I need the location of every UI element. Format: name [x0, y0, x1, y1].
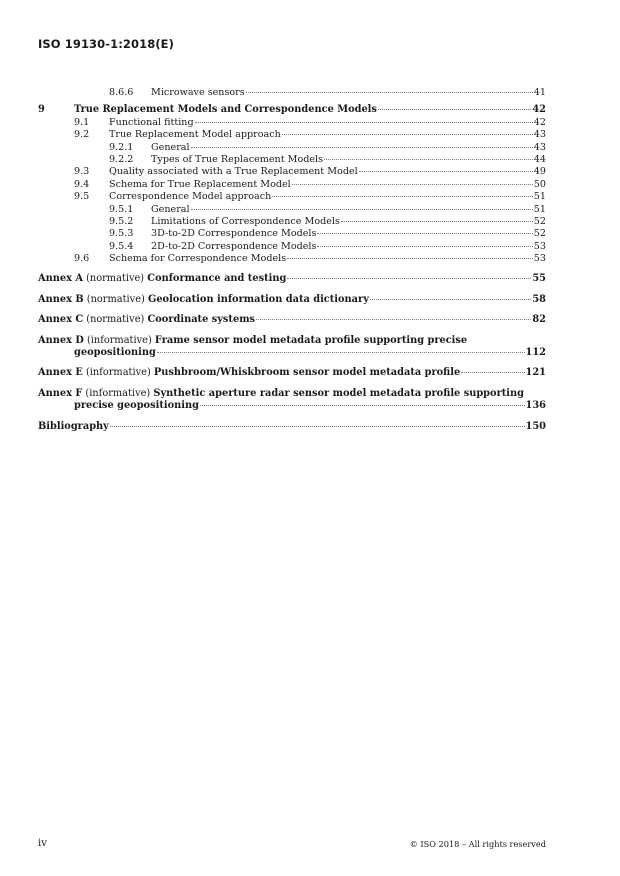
toc-entry-title: True Replacement Model approach	[109, 129, 281, 141]
toc-annex-a[interactable]	[38, 273, 546, 285]
toc-annex-f[interactable]	[38, 388, 546, 413]
toc-entry-page: 42	[533, 116, 546, 128]
toc-entry[interactable]	[38, 117, 546, 129]
dot-leader	[461, 372, 524, 373]
toc-entry-page: 41	[533, 87, 546, 98]
toc-entry-page: 51	[533, 203, 546, 215]
toc-entry-title: Correspondence Model approach	[109, 191, 272, 203]
annex-title: Pushbroom/Whiskbroom sensor model metadata profile	[153, 367, 461, 379]
toc-entry-page: 43	[533, 141, 546, 153]
toc-entry-page: 42	[532, 104, 546, 116]
toc-entry-title: Quality associated with a True Replacement Model	[109, 166, 358, 178]
toc-entry-title: Functional fitting	[109, 116, 194, 128]
dot-leader	[256, 319, 531, 320]
toc-entry[interactable]	[38, 154, 546, 166]
toc-entry-page: 53	[533, 240, 546, 252]
annex-title-line1: Synthetic aperture radar sensor model metadata profile supporting	[153, 387, 524, 399]
annex-kind: (normative)	[86, 273, 145, 285]
annex-label: Annex B	[38, 293, 84, 305]
toc-entry[interactable]	[38, 241, 546, 253]
toc-entry-title: True Replacement Models and Correspondence Models	[74, 104, 377, 116]
dot-leader	[317, 233, 532, 234]
toc-entry-number: 9.2.1	[109, 141, 134, 153]
dot-leader	[191, 147, 533, 148]
toc-entry[interactable]	[38, 104, 546, 116]
annex-title: Coordinate systems	[147, 314, 256, 326]
dot-leader	[157, 352, 525, 353]
dot-leader	[359, 171, 533, 172]
toc-entry[interactable]	[38, 142, 546, 154]
toc-entry-number: 9.3	[74, 166, 90, 178]
toc-entry-title: Limitations of Correspondence Models	[151, 215, 340, 227]
toc-entry-title: 2D-to-2D Correspondence Models	[151, 240, 317, 252]
annex-kind: (normative)	[86, 293, 145, 305]
annex-kind: (informative)	[85, 387, 151, 399]
dot-leader	[200, 405, 525, 406]
annex-page: 55	[532, 273, 546, 285]
dot-leader	[370, 299, 531, 300]
toc-entry-page: 53	[533, 253, 546, 265]
annex-kind: (normative)	[86, 314, 145, 326]
table-of-contents	[38, 87, 546, 433]
annex-kind: (informative)	[85, 367, 151, 379]
toc-entry-title: Types of True Replacement Models	[151, 153, 324, 165]
toc-entry-number: 9.5.2	[109, 215, 134, 227]
dot-leader	[292, 184, 533, 185]
toc-annex-c[interactable]	[38, 314, 546, 326]
document-id-header: ISO 19130-1:2018(E)	[38, 37, 174, 51]
toc-entry[interactable]	[38, 129, 546, 141]
toc-entry-number: 9.4	[74, 178, 90, 190]
toc-entry-title: General	[151, 203, 190, 215]
toc-entry-page: 44	[533, 153, 546, 165]
toc-entry-page: 52	[533, 228, 546, 240]
annex-page: 112	[525, 347, 546, 359]
toc-entry-number: 9.1	[74, 116, 90, 128]
dot-leader	[110, 426, 525, 427]
annex-title: Conformance and testing	[147, 273, 287, 285]
annex-page: 136	[525, 400, 546, 412]
toc-entry-title: Schema for True Replacement Model	[109, 178, 291, 190]
annex-title-line1: Frame sensor model metadata profile supporting precise	[154, 334, 468, 346]
dot-leader	[324, 159, 533, 160]
dot-leader	[246, 92, 533, 93]
toc-entry-page: 51	[533, 191, 546, 203]
copyright-notice: © ISO 2018 – All rights reserved	[409, 839, 546, 849]
toc-entry-number: 9.5.4	[109, 240, 134, 252]
dot-leader	[287, 258, 533, 259]
toc-entry-number: 8.6.6	[109, 87, 134, 98]
toc-entry[interactable]	[38, 166, 546, 178]
dot-leader	[195, 122, 533, 123]
toc-entry-page: 50	[533, 178, 546, 190]
annex-title: Geolocation information data dictionary	[147, 293, 369, 305]
annex-kind: (informative)	[86, 334, 152, 346]
toc-entry-number: 9.2.2	[109, 153, 134, 165]
toc-entry-title: 3D-to-2D Correspondence Models	[151, 228, 317, 240]
toc-entry-title: Microwave sensors	[151, 87, 245, 98]
dot-leader	[317, 246, 532, 247]
dot-leader	[287, 278, 531, 279]
toc-annex-d[interactable]	[38, 335, 546, 360]
annex-title-line2: geopositioning	[74, 347, 156, 359]
dot-leader	[282, 134, 533, 135]
dot-leader	[191, 209, 533, 210]
annex-label: Annex C	[38, 314, 84, 326]
annex-page: 82	[532, 314, 546, 326]
toc-entry-number: 9.6	[74, 253, 90, 265]
toc-entry-title: General	[151, 141, 190, 153]
toc-entry-number: 9.5.1	[109, 203, 134, 215]
dot-leader	[378, 109, 531, 110]
annex-page: 58	[532, 293, 546, 305]
dot-leader	[341, 221, 533, 222]
toc-entry[interactable]	[38, 191, 546, 203]
page-number: iv	[38, 838, 47, 849]
toc-entry-page: 52	[533, 215, 546, 227]
annex-title-line2: precise geopositioning	[74, 400, 199, 412]
toc-entry-number: 9.2	[74, 129, 90, 141]
toc-entry-number: 9	[38, 104, 45, 116]
bibliography-page: 150	[525, 420, 546, 432]
toc-bibliography[interactable]	[38, 421, 546, 433]
dot-leader	[272, 196, 533, 197]
toc-annex-b[interactable]	[38, 294, 546, 306]
toc-entry-number: 9.5.3	[109, 228, 134, 240]
toc-entry[interactable]	[38, 228, 546, 240]
toc-entry[interactable]	[38, 204, 546, 216]
toc-entry[interactable]	[38, 253, 546, 265]
toc-entry[interactable]	[38, 87, 546, 99]
toc-entry[interactable]	[38, 179, 546, 191]
bibliography-title: Bibliography	[38, 420, 109, 432]
annex-label: Annex D	[38, 334, 84, 346]
toc-entry[interactable]	[38, 216, 546, 228]
toc-annex-e[interactable]	[38, 367, 546, 379]
toc-entry-page: 43	[533, 129, 546, 141]
annex-label: Annex E	[38, 367, 83, 379]
toc-entry-number: 9.5	[74, 191, 90, 203]
annex-label: Annex F	[38, 387, 83, 399]
annex-page: 121	[525, 367, 546, 379]
toc-entry-page: 49	[533, 166, 546, 178]
toc-entry-title: Schema for Correspondence Models	[109, 253, 287, 265]
annex-label: Annex A	[38, 273, 83, 285]
